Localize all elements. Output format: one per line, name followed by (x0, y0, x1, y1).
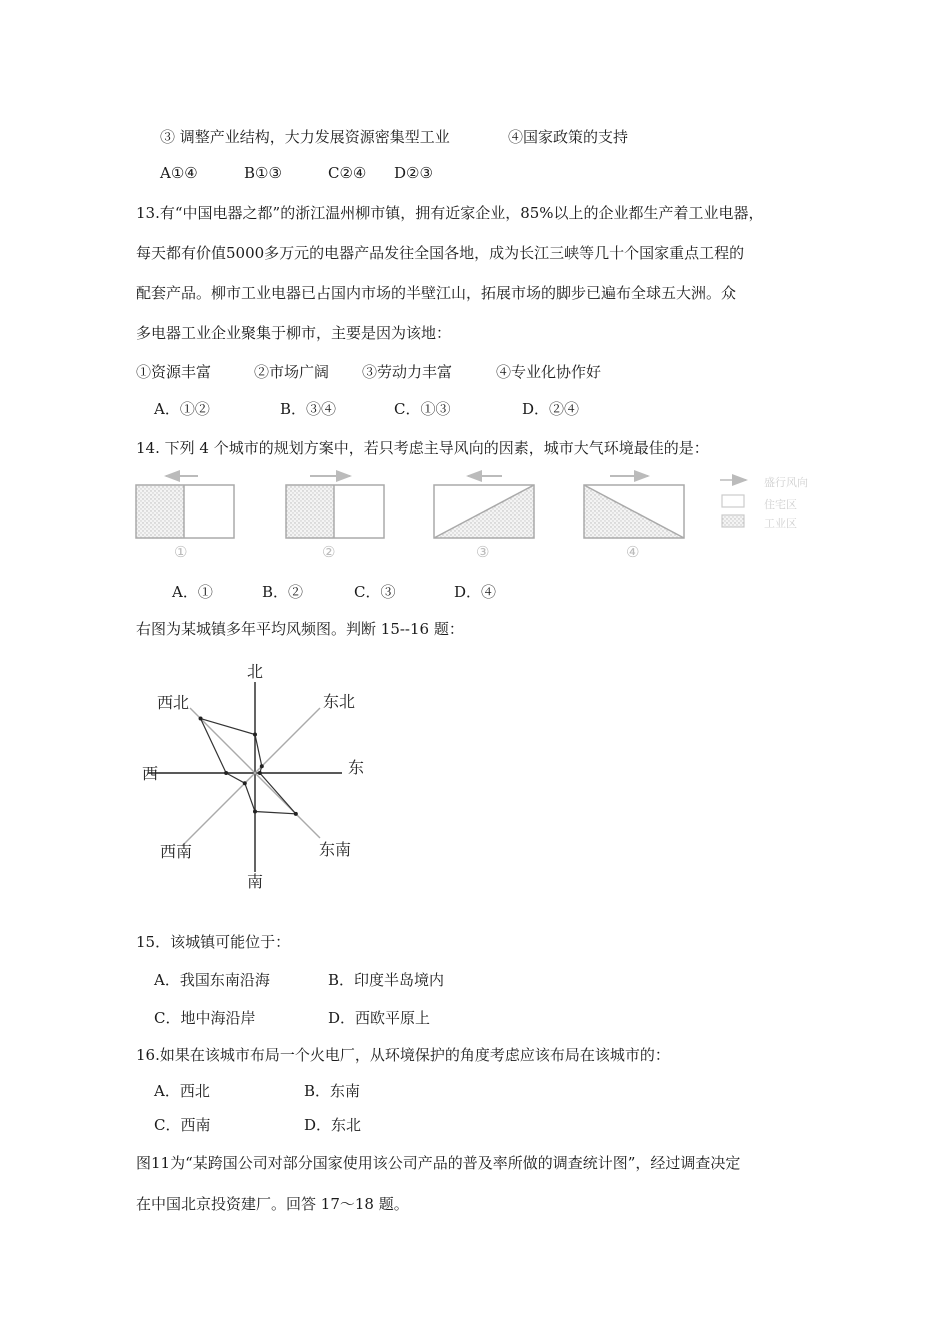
label-west: 西 (142, 764, 159, 783)
industrial-area-2 (286, 485, 334, 538)
q12-option-d[interactable]: D②③ (394, 164, 433, 182)
q17-intro-line-2: 在中国北京投资建厂。回答 17～18 题。 (136, 1195, 409, 1213)
plan-label-3: ③ (476, 543, 490, 561)
label-southwest: 西南 (160, 842, 193, 861)
wind-rose-point-7 (224, 771, 228, 775)
wind-rose-point-1 (253, 733, 257, 737)
q15-16-intro: 右图为某城镇多年平均风频图。判断 15--16 题： (136, 620, 464, 638)
q13-line-1: 13.有“中国电器之都”的浙江温州柳市镇，拥有近家企业，85%以上的企业都生产着工业电器， (136, 204, 764, 222)
q13-line-4: 多电器工业企业聚集于柳市，主要是因为该地： (136, 324, 452, 342)
plan-diagram-3 (434, 476, 534, 538)
plan-label-4: ④ (626, 543, 640, 561)
plan-diagram-2 (286, 476, 384, 538)
q14-option-d[interactable]: D．④ (454, 583, 497, 601)
plan-label-1: ① (174, 543, 188, 561)
q13-factor-3: ③劳动力丰富 (362, 363, 453, 381)
wind-rose-point-2 (260, 764, 264, 768)
q17-intro-line-1: 图11为“某跨国公司对部分国家使用该公司产品的普及率所做的调查统计图”，经过调查决定 (136, 1154, 741, 1172)
plan-label-2: ② (322, 543, 336, 561)
q13-option-c[interactable]: C．①③ (394, 400, 451, 418)
plan-legend (720, 480, 746, 527)
q15-option-b[interactable]: B．印度半岛境内 (328, 971, 445, 989)
q12-statement-3: ③ 调整产业结构，大力发展资源密集型工业 (160, 128, 450, 146)
q16-option-d[interactable]: D．东北 (304, 1116, 362, 1134)
plan-diagram-1 (136, 476, 234, 538)
label-north: 北 (247, 662, 264, 681)
wind-rose-point-6 (243, 781, 247, 785)
legend-residential-symbol (722, 495, 744, 507)
wind-rose-point-3 (258, 771, 262, 775)
q13-line-2: 每天都有价值5000多万元的电器产品发往全国各地，成为长江三峡等几十个国家重点工程的 (136, 244, 745, 262)
q13-option-a[interactable]: A．①② (154, 400, 210, 418)
q15-option-a[interactable]: A．我国东南沿海 (154, 971, 270, 989)
q13-factor-4: ④专业化协作好 (496, 363, 602, 381)
legend-residential-label: 住宅区 (764, 498, 797, 511)
q15-option-d[interactable]: D．西欧平原上 (328, 1009, 431, 1027)
q13-factor-2: ②市场广阔 (254, 363, 330, 381)
q16-option-b[interactable]: B．东南 (304, 1082, 361, 1100)
q12-statement-4: ④国家政策的支持 (508, 128, 629, 146)
q13-option-d[interactable]: D．②④ (522, 400, 580, 418)
q12-option-b[interactable]: B①③ (244, 164, 282, 182)
wind-rose-point-8 (199, 717, 203, 721)
legend-industrial-symbol (722, 515, 744, 527)
q13-option-b[interactable]: B．③④ (280, 400, 337, 418)
wind-rose-point-5 (253, 810, 257, 814)
q14-text: 14. 下列 4 个城市的规划方案中，若只考虑主导风向的因素，城市大气环境最佳的是： (136, 439, 709, 457)
label-east: 东 (348, 758, 365, 777)
q14-option-b[interactable]: B．② (262, 583, 304, 601)
plan-diagram-4 (584, 476, 684, 538)
q15-option-c[interactable]: C．地中海沿岸 (154, 1009, 256, 1027)
q12-option-c[interactable]: C②④ (328, 164, 367, 182)
label-southeast: 东南 (319, 840, 352, 859)
q13-factor-1: ①资源丰富 (136, 363, 212, 381)
wind-rose-point-4 (294, 812, 298, 816)
q14-planning-diagrams (130, 462, 820, 562)
q16-option-c[interactable]: C．西南 (154, 1116, 211, 1134)
label-northwest: 西北 (157, 693, 190, 712)
q16-option-a[interactable]: A．西北 (154, 1082, 210, 1100)
q14-option-c[interactable]: C．③ (354, 583, 396, 601)
q13-line-3: 配套产品。柳市工业电器已占国内市场的半壁江山，拓展市场的脚步已遍布全球五大洲。众 (136, 284, 737, 302)
legend-industrial-label: 工业区 (764, 517, 797, 530)
q14-option-a[interactable]: A．① (172, 583, 213, 601)
q16-text: 16.如果在该城市布局一个火电厂，从环境保护的角度考虑应该布局在该城市的： (136, 1046, 670, 1064)
axis-ne-sw (182, 708, 320, 846)
label-northeast: 东北 (323, 692, 356, 711)
q15-text: 15．该城镇可能位于： (136, 933, 291, 951)
wind-rose-chart (130, 650, 390, 900)
industrial-area-1 (136, 485, 184, 538)
legend-wind-label: 盛行风向 (764, 476, 808, 489)
q12-option-a[interactable]: A①④ (160, 164, 198, 182)
label-south: 南 (247, 872, 264, 891)
